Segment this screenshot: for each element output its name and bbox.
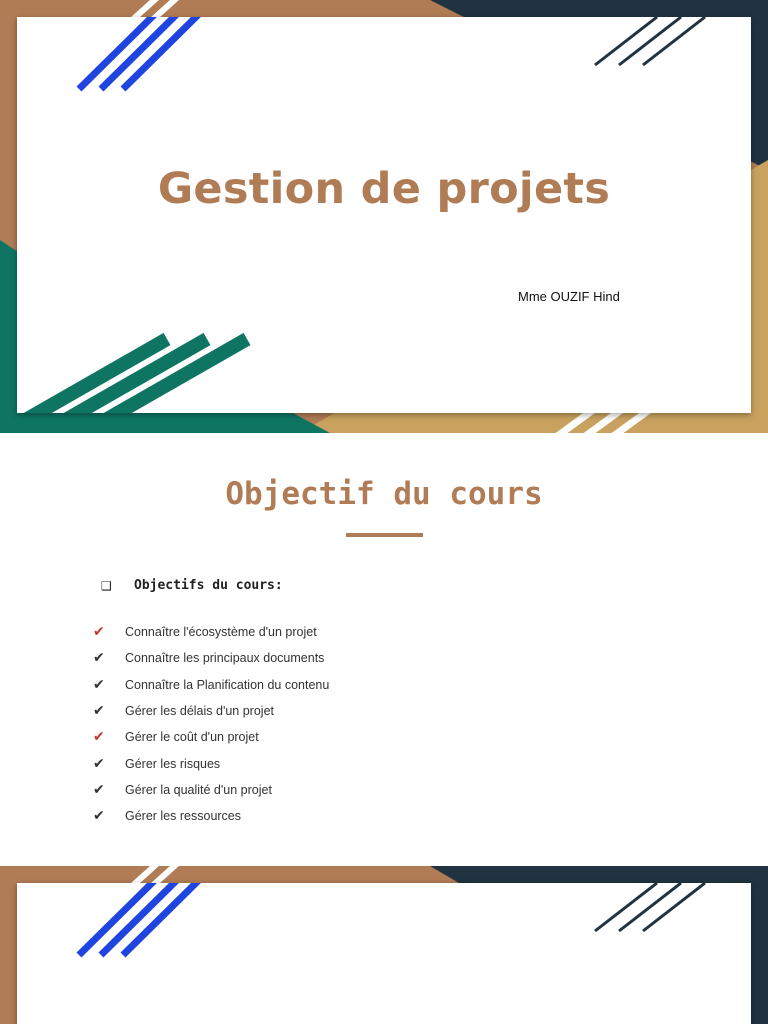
- objective-text: Connaître la Planification du contenu: [125, 677, 330, 692]
- objective-item: [93, 750, 329, 776]
- objective-text: Gérer les risques: [125, 756, 221, 771]
- objective-item: [93, 777, 329, 803]
- square-bullet-icon: ❑: [101, 578, 112, 593]
- objective-item: [93, 645, 329, 671]
- objective-text: Connaître les principaux documents: [125, 651, 325, 666]
- checkmark-icon: ✔: [93, 808, 105, 825]
- decorative-stripes-3: [17, 883, 751, 1024]
- objective-item: [93, 698, 329, 724]
- objectives-label: Objectifs du cours:: [134, 578, 283, 593]
- objectives-heading: [101, 578, 283, 593]
- checkmark-icon: ✔: [93, 624, 105, 641]
- objective-item: [93, 619, 329, 645]
- checkmark-icon: ✔: [93, 755, 105, 772]
- title-underline: [346, 533, 423, 537]
- objective-text: Gérer les ressources: [125, 809, 242, 824]
- checkmark-icon: ✔: [93, 676, 105, 693]
- slide-1: [0, 0, 768, 433]
- objective-text: Gérer le coût d'un projet: [125, 730, 259, 745]
- checkmark-icon: ✔: [93, 650, 105, 667]
- objective-item: [93, 672, 329, 698]
- objectives-list: [93, 619, 329, 829]
- author-name: Mme OUZIF Hind: [518, 289, 620, 304]
- checkmark-icon: ✔: [93, 781, 105, 798]
- title-card: [17, 17, 751, 413]
- objective-text: Gérer les délais d'un projet: [125, 704, 274, 719]
- checkmark-icon: ✔: [93, 703, 105, 720]
- objective-item: [93, 724, 329, 750]
- objective-text: Connaître l'écosystème d'un projet: [125, 625, 317, 640]
- decorative-stripes: [17, 17, 751, 413]
- slide-title: Gestion de projets: [157, 164, 611, 214]
- slide-3: [0, 866, 768, 1024]
- objective-text: Gérer la qualité d'un projet: [125, 782, 272, 797]
- slide-3-card: [17, 883, 751, 1024]
- checkmark-icon: ✔: [93, 729, 105, 746]
- section-title: Objectif du cours: [225, 476, 543, 512]
- objective-item: [93, 803, 329, 829]
